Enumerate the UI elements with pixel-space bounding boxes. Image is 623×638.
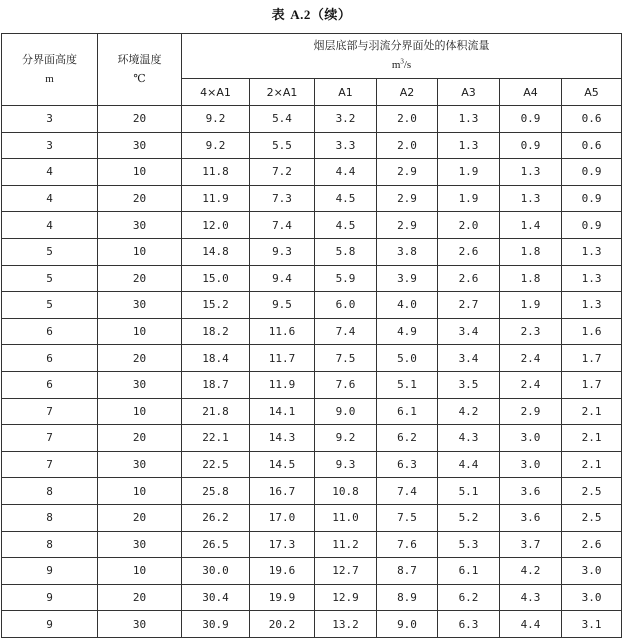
cell-flow-value: 5.4 xyxy=(250,106,315,133)
cell-flow-value: 7.6 xyxy=(315,371,377,398)
cell-ambient-temp: 30 xyxy=(98,371,182,398)
cell-flow-value: 15.2 xyxy=(182,292,250,319)
cell-interface-height: 5 xyxy=(2,265,98,292)
header-interface-height-unit: m xyxy=(45,72,54,85)
cell-flow-value: 15.0 xyxy=(182,265,250,292)
table-caption xyxy=(0,4,623,23)
cell-ambient-temp: 20 xyxy=(98,504,182,531)
cell-flow-value: 5.5 xyxy=(250,132,315,159)
header-interface-height-label: 分界面高度 xyxy=(22,52,77,66)
cell-flow-value: 25.8 xyxy=(182,478,250,505)
cell-flow-value: 19.6 xyxy=(250,558,315,585)
header-sub-column: A5 xyxy=(562,79,622,106)
cell-flow-value: 6.2 xyxy=(438,584,500,611)
cell-flow-value: 1.4 xyxy=(500,212,562,239)
cell-flow-value: 1.3 xyxy=(500,159,562,186)
cell-flow-value: 3.0 xyxy=(562,584,622,611)
cell-flow-value: 9.2 xyxy=(315,425,377,452)
table-row xyxy=(2,504,622,531)
cell-flow-value: 3.6 xyxy=(500,478,562,505)
header-ambient-temp-label: 环境温度 xyxy=(117,52,162,66)
cell-ambient-temp: 30 xyxy=(98,531,182,558)
cell-flow-value: 9.3 xyxy=(315,451,377,478)
cell-flow-value: 9.0 xyxy=(377,611,438,638)
cell-interface-height: 7 xyxy=(2,398,98,425)
cell-ambient-temp: 20 xyxy=(98,265,182,292)
cell-flow-value: 13.2 xyxy=(315,611,377,638)
cell-interface-height: 7 xyxy=(2,451,98,478)
cell-flow-value: 9.5 xyxy=(250,292,315,319)
table-row xyxy=(2,132,622,159)
cell-flow-value: 14.8 xyxy=(182,238,250,265)
cell-flow-value: 22.1 xyxy=(182,425,250,452)
header-volume-flow-group xyxy=(182,34,622,79)
cell-flow-value: 2.0 xyxy=(377,106,438,133)
cell-flow-value: 5.9 xyxy=(315,265,377,292)
cell-flow-value: 1.3 xyxy=(500,185,562,212)
cell-ambient-temp: 10 xyxy=(98,159,182,186)
cell-flow-value: 14.5 xyxy=(250,451,315,478)
cell-flow-value: 4.3 xyxy=(500,584,562,611)
cell-flow-value: 2.9 xyxy=(377,212,438,239)
cell-flow-value: 4.0 xyxy=(377,292,438,319)
cell-ambient-temp: 20 xyxy=(98,345,182,372)
table-row xyxy=(2,212,622,239)
table-row xyxy=(2,371,622,398)
cell-flow-value: 4.5 xyxy=(315,212,377,239)
cell-flow-value: 4.4 xyxy=(500,611,562,638)
cell-flow-value: 1.3 xyxy=(562,292,622,319)
header-sub-column: A3 xyxy=(438,79,500,106)
cell-ambient-temp: 20 xyxy=(98,425,182,452)
cell-flow-value: 9.3 xyxy=(250,238,315,265)
cell-flow-value: 4.9 xyxy=(377,318,438,345)
header-interface-height xyxy=(2,34,98,106)
cell-flow-value: 9.2 xyxy=(182,132,250,159)
cell-flow-value: 18.2 xyxy=(182,318,250,345)
cell-flow-value: 22.5 xyxy=(182,451,250,478)
cell-interface-height: 3 xyxy=(2,132,98,159)
cell-flow-value: 30.0 xyxy=(182,558,250,585)
cell-flow-value: 3.8 xyxy=(377,238,438,265)
cell-flow-value: 21.8 xyxy=(182,398,250,425)
cell-flow-value: 17.0 xyxy=(250,504,315,531)
cell-interface-height: 8 xyxy=(2,478,98,505)
cell-ambient-temp: 30 xyxy=(98,451,182,478)
cell-flow-value: 4.2 xyxy=(438,398,500,425)
cell-interface-height: 9 xyxy=(2,611,98,638)
cell-interface-height: 6 xyxy=(2,345,98,372)
cell-interface-height: 8 xyxy=(2,504,98,531)
cell-flow-value: 6.2 xyxy=(377,425,438,452)
cell-flow-value: 7.5 xyxy=(377,504,438,531)
table-row xyxy=(2,478,622,505)
cell-flow-value: 18.4 xyxy=(182,345,250,372)
cell-flow-value: 3.6 xyxy=(500,504,562,531)
table-row xyxy=(2,398,622,425)
cell-flow-value: 11.9 xyxy=(182,185,250,212)
cell-interface-height: 9 xyxy=(2,558,98,585)
cell-flow-value: 2.3 xyxy=(500,318,562,345)
cell-flow-value: 2.9 xyxy=(500,398,562,425)
cell-ambient-temp: 10 xyxy=(98,238,182,265)
cell-ambient-temp: 30 xyxy=(98,292,182,319)
cell-flow-value: 7.3 xyxy=(250,185,315,212)
table-row xyxy=(2,265,622,292)
cell-flow-value: 2.1 xyxy=(562,425,622,452)
cell-flow-value: 6.3 xyxy=(377,451,438,478)
header-ambient-temp xyxy=(98,34,182,106)
cell-ambient-temp: 10 xyxy=(98,318,182,345)
cell-ambient-temp: 20 xyxy=(98,584,182,611)
cell-flow-value: 2.9 xyxy=(377,185,438,212)
table-row xyxy=(2,611,622,638)
cell-flow-value: 4.5 xyxy=(315,185,377,212)
cell-flow-value: 3.0 xyxy=(562,558,622,585)
cell-flow-value: 18.7 xyxy=(182,371,250,398)
cell-flow-value: 12.0 xyxy=(182,212,250,239)
cell-interface-height: 9 xyxy=(2,584,98,611)
cell-flow-value: 1.9 xyxy=(500,292,562,319)
cell-flow-value: 7.6 xyxy=(377,531,438,558)
cell-flow-value: 5.8 xyxy=(315,238,377,265)
cell-flow-value: 8.9 xyxy=(377,584,438,611)
cell-flow-value: 0.9 xyxy=(562,159,622,186)
cell-flow-value: 1.9 xyxy=(438,159,500,186)
cell-flow-value: 2.9 xyxy=(377,159,438,186)
header-sub-column: A4 xyxy=(500,79,562,106)
header-sub-column: 2×A1 xyxy=(250,79,315,106)
cell-ambient-temp: 10 xyxy=(98,558,182,585)
cell-flow-value: 3.9 xyxy=(377,265,438,292)
cell-flow-value: 20.2 xyxy=(250,611,315,638)
table-row xyxy=(2,318,622,345)
table-body xyxy=(2,106,622,638)
cell-flow-value: 3.1 xyxy=(562,611,622,638)
header-ambient-temp-unit: ℃ xyxy=(133,72,146,85)
cell-flow-value: 4.2 xyxy=(500,558,562,585)
cell-flow-value: 26.2 xyxy=(182,504,250,531)
cell-flow-value: 1.8 xyxy=(500,238,562,265)
cell-flow-value: 4.4 xyxy=(438,451,500,478)
cell-flow-value: 3.0 xyxy=(500,451,562,478)
header-sub-column: A1 xyxy=(315,79,377,106)
cell-flow-value: 2.6 xyxy=(438,238,500,265)
cell-flow-value: 2.5 xyxy=(562,504,622,531)
cell-ambient-temp: 10 xyxy=(98,478,182,505)
cell-flow-value: 2.7 xyxy=(438,292,500,319)
cell-flow-value: 5.1 xyxy=(377,371,438,398)
header-volume-flow-unit: $m^3/s$ xyxy=(391,57,412,71)
table-row xyxy=(2,584,622,611)
cell-flow-value: 1.6 xyxy=(562,318,622,345)
cell-interface-height: 5 xyxy=(2,292,98,319)
cell-flow-value: 11.2 xyxy=(315,531,377,558)
table-row xyxy=(2,185,622,212)
cell-flow-value: 2.0 xyxy=(377,132,438,159)
table-row xyxy=(2,558,622,585)
cell-flow-value: 1.8 xyxy=(500,265,562,292)
cell-flow-value: 30.4 xyxy=(182,584,250,611)
header-sub-column: 4×A1 xyxy=(182,79,250,106)
cell-ambient-temp: 20 xyxy=(98,106,182,133)
cell-flow-value: 14.3 xyxy=(250,425,315,452)
cell-interface-height: 4 xyxy=(2,159,98,186)
cell-interface-height: 7 xyxy=(2,425,98,452)
cell-flow-value: 12.7 xyxy=(315,558,377,585)
cell-flow-value: 11.6 xyxy=(250,318,315,345)
cell-flow-value: 19.9 xyxy=(250,584,315,611)
table-row xyxy=(2,345,622,372)
cell-ambient-temp: 10 xyxy=(98,398,182,425)
cell-flow-value: 7.5 xyxy=(315,345,377,372)
cell-flow-value: 7.4 xyxy=(315,318,377,345)
cell-flow-value: 3.4 xyxy=(438,345,500,372)
caption-suffix: （续） xyxy=(310,8,352,23)
cell-flow-value: 1.7 xyxy=(562,371,622,398)
cell-flow-value: 2.1 xyxy=(562,451,622,478)
cell-flow-value: 1.3 xyxy=(438,132,500,159)
cell-interface-height: 3 xyxy=(2,106,98,133)
cell-flow-value: 3.2 xyxy=(315,106,377,133)
cell-flow-value: 0.9 xyxy=(562,185,622,212)
cell-flow-value: 2.4 xyxy=(500,345,562,372)
cell-flow-value: 17.3 xyxy=(250,531,315,558)
cell-flow-value: 3.4 xyxy=(438,318,500,345)
cell-flow-value: 1.3 xyxy=(562,265,622,292)
cell-flow-value: 0.9 xyxy=(500,132,562,159)
cell-flow-value: 3.5 xyxy=(438,371,500,398)
cell-flow-value: 12.9 xyxy=(315,584,377,611)
cell-flow-value: 10.8 xyxy=(315,478,377,505)
caption-number: A.2 xyxy=(290,7,311,22)
cell-flow-value: 3.7 xyxy=(500,531,562,558)
table-row xyxy=(2,451,622,478)
cell-flow-value: 9.2 xyxy=(182,106,250,133)
cell-interface-height: 5 xyxy=(2,238,98,265)
table-row xyxy=(2,238,622,265)
table-row xyxy=(2,106,622,133)
cell-flow-value: 1.3 xyxy=(562,238,622,265)
cell-flow-value: 0.6 xyxy=(562,132,622,159)
cell-flow-value: 11.7 xyxy=(250,345,315,372)
cell-flow-value: 1.9 xyxy=(438,185,500,212)
cell-flow-value: 5.1 xyxy=(438,478,500,505)
cell-flow-value: 0.9 xyxy=(500,106,562,133)
cell-flow-value: 5.2 xyxy=(438,504,500,531)
table-row xyxy=(2,531,622,558)
cell-flow-value: 11.8 xyxy=(182,159,250,186)
cell-flow-value: 0.6 xyxy=(562,106,622,133)
cell-ambient-temp: 30 xyxy=(98,132,182,159)
cell-flow-value: 1.3 xyxy=(438,106,500,133)
cell-ambient-temp: 20 xyxy=(98,185,182,212)
cell-flow-value: 2.4 xyxy=(500,371,562,398)
flow-table xyxy=(1,33,622,638)
cell-interface-height: 8 xyxy=(2,531,98,558)
cell-flow-value: 8.7 xyxy=(377,558,438,585)
table-row xyxy=(2,292,622,319)
cell-flow-value: 16.7 xyxy=(250,478,315,505)
cell-interface-height: 4 xyxy=(2,185,98,212)
cell-flow-value: 5.3 xyxy=(438,531,500,558)
cell-flow-value: 4.3 xyxy=(438,425,500,452)
cell-flow-value: 11.0 xyxy=(315,504,377,531)
cell-flow-value: 7.4 xyxy=(250,212,315,239)
cell-flow-value: 9.4 xyxy=(250,265,315,292)
header-volume-flow-label: 烟层底部与羽流分界面处的体积流量 xyxy=(313,39,490,53)
cell-flow-value: 6.0 xyxy=(315,292,377,319)
cell-flow-value: 5.0 xyxy=(377,345,438,372)
cell-ambient-temp: 30 xyxy=(98,212,182,239)
cell-flow-value: 1.7 xyxy=(562,345,622,372)
cell-flow-value: 6.1 xyxy=(377,398,438,425)
cell-flow-value: 6.1 xyxy=(438,558,500,585)
caption-prefix: 表 xyxy=(271,8,291,23)
cell-flow-value: 7.2 xyxy=(250,159,315,186)
cell-interface-height: 6 xyxy=(2,371,98,398)
cell-flow-value: 2.6 xyxy=(438,265,500,292)
cell-flow-value: 14.1 xyxy=(250,398,315,425)
cell-flow-value: 6.3 xyxy=(438,611,500,638)
cell-flow-value: 2.0 xyxy=(438,212,500,239)
cell-flow-value: 2.5 xyxy=(562,478,622,505)
cell-ambient-temp: 30 xyxy=(98,611,182,638)
cell-flow-value: 7.4 xyxy=(377,478,438,505)
cell-interface-height: 4 xyxy=(2,212,98,239)
cell-flow-value: 30.9 xyxy=(182,611,250,638)
cell-flow-value: 9.0 xyxy=(315,398,377,425)
table-row xyxy=(2,425,622,452)
cell-flow-value: 3.3 xyxy=(315,132,377,159)
cell-flow-value: 0.9 xyxy=(562,212,622,239)
cell-interface-height: 6 xyxy=(2,318,98,345)
cell-flow-value: 4.4 xyxy=(315,159,377,186)
cell-flow-value: 26.5 xyxy=(182,531,250,558)
table-row xyxy=(2,159,622,186)
cell-flow-value: 3.0 xyxy=(500,425,562,452)
cell-flow-value: 11.9 xyxy=(250,371,315,398)
header-sub-column: A2 xyxy=(377,79,438,106)
cell-flow-value: 2.6 xyxy=(562,531,622,558)
cell-flow-value: 2.1 xyxy=(562,398,622,425)
